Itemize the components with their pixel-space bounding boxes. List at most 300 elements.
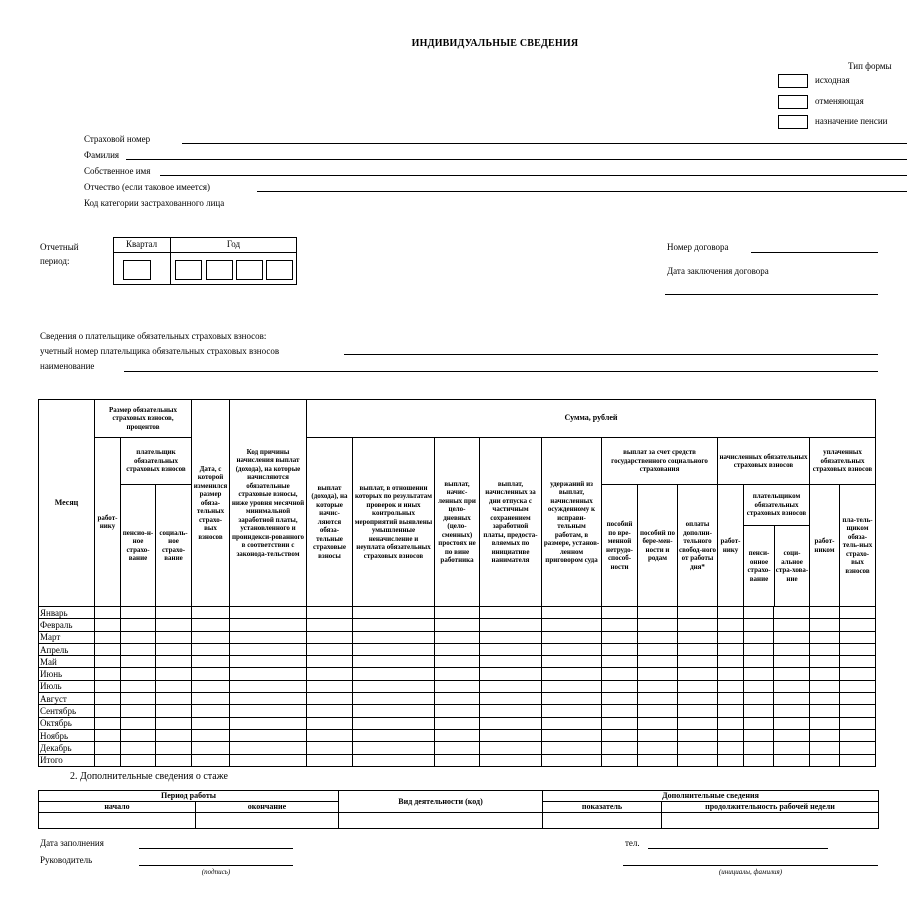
value-cell[interactable] (718, 656, 744, 668)
value-cell[interactable] (121, 680, 156, 692)
pension-rate-header: пенсио-н-ное страхо-вание (121, 485, 156, 607)
value-cell[interactable] (307, 607, 353, 619)
payer-heading: Сведения о плательщике обязательных страховых взносов: (40, 331, 267, 341)
value-cell[interactable] (435, 643, 480, 655)
value-cell[interactable] (774, 631, 810, 643)
value-cell[interactable] (602, 643, 638, 655)
value-cell[interactable] (156, 754, 192, 766)
value-cell[interactable] (718, 705, 744, 717)
value-cell[interactable] (307, 742, 353, 754)
value-cell[interactable] (353, 607, 435, 619)
value-cell[interactable] (840, 680, 876, 692)
value-cell[interactable] (542, 619, 602, 631)
value-cell[interactable] (95, 705, 121, 717)
value-cell[interactable] (435, 680, 480, 692)
value-cell[interactable] (121, 693, 156, 705)
value-cell[interactable] (810, 729, 840, 741)
value-cell[interactable] (435, 619, 480, 631)
value-cell[interactable] (840, 656, 876, 668)
contract-number-label: Номер договора (667, 242, 729, 252)
value-cell[interactable] (95, 643, 121, 655)
value-cell[interactable] (602, 754, 638, 766)
month-cell: Декабрь (39, 742, 95, 754)
value-cell[interactable] (810, 656, 840, 668)
value-cell[interactable] (95, 729, 121, 741)
value-cell[interactable] (353, 619, 435, 631)
sick-benefit-header: пособий по вре-менной нетрудо-способ-ности (602, 485, 638, 607)
value-cell[interactable] (744, 668, 774, 680)
form-type-cancel-checkbox[interactable] (778, 95, 808, 109)
value-cell[interactable] (435, 607, 480, 619)
value-cell[interactable] (542, 742, 602, 754)
value-cell[interactable] (156, 607, 192, 619)
value-cell[interactable] (230, 729, 307, 741)
indicator-cell[interactable] (543, 813, 662, 829)
month-cell: Март (39, 631, 95, 643)
value-cell[interactable] (156, 656, 192, 668)
value-cell[interactable] (353, 742, 435, 754)
value-cell[interactable] (156, 729, 192, 741)
value-cell[interactable] (744, 754, 774, 766)
value-cell[interactable] (810, 705, 840, 717)
value-cell[interactable] (95, 656, 121, 668)
value-cell[interactable] (678, 754, 718, 766)
value-cell[interactable] (840, 643, 876, 655)
value-cell[interactable] (638, 668, 678, 680)
value-cell[interactable] (744, 705, 774, 717)
value-cell[interactable] (121, 717, 156, 729)
quarter-label: Квартал (125, 239, 158, 249)
value-cell[interactable] (744, 693, 774, 705)
value-cell[interactable] (435, 754, 480, 766)
contributions-table (38, 399, 876, 767)
value-cell[interactable] (95, 717, 121, 729)
indicator-header: показатель (543, 802, 662, 813)
value-cell[interactable] (480, 693, 542, 705)
value-cell[interactable] (435, 705, 480, 717)
value-cell[interactable] (307, 619, 353, 631)
value-cell[interactable] (602, 705, 638, 717)
value-cell[interactable] (192, 717, 230, 729)
value-cell[interactable] (435, 693, 480, 705)
table-row (39, 717, 876, 729)
value-cell[interactable] (542, 656, 602, 668)
value-cell[interactable] (480, 631, 542, 643)
value-cell[interactable] (121, 742, 156, 754)
value-cell[interactable] (230, 607, 307, 619)
year-digit-4-input[interactable] (266, 260, 293, 280)
value-cell[interactable] (121, 754, 156, 766)
table-row (39, 631, 876, 643)
value-cell[interactable] (121, 619, 156, 631)
reason-code-header: Код причины начисления выплат (дохода), на которые начисляются обязательные страховые взносы, ниже уровня месячной минимальной заработной платы, установленного и проиндекси-рованного в соответствии с законода-тельством (230, 400, 307, 607)
value-cell[interactable] (480, 668, 542, 680)
fill-date-field[interactable] (139, 848, 293, 849)
value-cell[interactable] (638, 631, 678, 643)
value-cell[interactable] (95, 742, 121, 754)
month-cell: Июль (39, 680, 95, 692)
value-cell[interactable] (480, 619, 542, 631)
signature-field[interactable] (139, 865, 293, 866)
value-cell[interactable] (192, 656, 230, 668)
value-cell[interactable] (230, 668, 307, 680)
head-label: Руководитель (40, 855, 93, 865)
quarter-input[interactable] (123, 260, 151, 280)
value-cell[interactable] (840, 631, 876, 643)
value-cell[interactable] (307, 631, 353, 643)
value-cell[interactable] (602, 668, 638, 680)
value-cell[interactable] (480, 656, 542, 668)
value-cell[interactable] (774, 705, 810, 717)
value-cell[interactable] (435, 742, 480, 754)
value-cell[interactable] (480, 705, 542, 717)
value-cell[interactable] (774, 680, 810, 692)
stazh-table (38, 790, 879, 829)
value-cell[interactable] (121, 668, 156, 680)
value-cell[interactable] (192, 742, 230, 754)
value-cell[interactable] (810, 619, 840, 631)
contract-date-label: Дата заключения договора (667, 266, 769, 276)
stazh-heading: 2. Дополнительные сведения о стаже (70, 771, 228, 782)
value-cell[interactable] (744, 717, 774, 729)
value-cell[interactable] (810, 643, 840, 655)
value-cell[interactable] (840, 742, 876, 754)
value-cell[interactable] (840, 668, 876, 680)
value-cell[interactable] (602, 680, 638, 692)
rate-group-header: Размер обязательных страховых взносов, процентов (95, 400, 192, 438)
value-cell[interactable] (480, 742, 542, 754)
value-cell[interactable] (192, 607, 230, 619)
value-cell[interactable] (810, 754, 840, 766)
value-cell[interactable] (744, 656, 774, 668)
value-cell[interactable] (718, 643, 744, 655)
value-cell[interactable] (638, 742, 678, 754)
form-type-original-checkbox[interactable] (778, 74, 808, 88)
value-cell[interactable] (353, 631, 435, 643)
table-row (39, 693, 876, 705)
value-cell[interactable] (638, 619, 678, 631)
year-digit-3-input[interactable] (236, 260, 263, 280)
month-cell: Август (39, 693, 95, 705)
month-cell: Февраль (39, 619, 95, 631)
value-cell[interactable] (156, 705, 192, 717)
value-cell[interactable] (810, 607, 840, 619)
value-cell[interactable] (678, 619, 718, 631)
value-cell[interactable] (435, 668, 480, 680)
value-cell[interactable] (353, 656, 435, 668)
initials-field[interactable] (623, 865, 878, 866)
contract-number-field[interactable] (751, 252, 878, 253)
fss-group-header: выплат за счет средств государственного социального страхования (602, 438, 718, 485)
value-cell[interactable] (353, 668, 435, 680)
value-cell[interactable] (542, 754, 602, 766)
value-cell[interactable] (678, 656, 718, 668)
contract-date-field[interactable] (665, 294, 878, 295)
value-cell[interactable] (810, 631, 840, 643)
value-cell[interactable] (810, 742, 840, 754)
form-type-label: Тип формы (848, 61, 892, 71)
value-cell[interactable] (307, 754, 353, 766)
value-cell[interactable] (744, 729, 774, 741)
value-cell[interactable] (638, 656, 678, 668)
category-code-label: Код категории застрахованного лица (84, 198, 225, 208)
value-cell[interactable] (95, 668, 121, 680)
value-cell[interactable] (744, 607, 774, 619)
value-cell[interactable] (307, 729, 353, 741)
value-cell[interactable] (774, 742, 810, 754)
value-cell[interactable] (542, 643, 602, 655)
value-cell[interactable] (435, 717, 480, 729)
value-cell[interactable] (810, 668, 840, 680)
value-cell[interactable] (774, 668, 810, 680)
value-cell[interactable] (678, 742, 718, 754)
value-cell[interactable] (435, 656, 480, 668)
value-cell[interactable] (230, 754, 307, 766)
value-cell[interactable] (718, 680, 744, 692)
value-cell[interactable] (602, 631, 638, 643)
value-cell[interactable] (156, 717, 192, 729)
value-cell[interactable] (840, 754, 876, 766)
form-type-pension-checkbox[interactable] (778, 115, 808, 129)
payments-downtime-header: выплат, начис-ленных при цело-дневных (цело-сменных) простоях не по вине работника (435, 438, 480, 607)
value-cell[interactable] (744, 680, 774, 692)
value-cell[interactable] (192, 754, 230, 766)
value-cell[interactable] (542, 631, 602, 643)
value-cell[interactable] (638, 643, 678, 655)
pregnancy-benefit-header: пособий по бере-мен-ности и родам (638, 485, 678, 607)
value-cell[interactable] (230, 717, 307, 729)
value-cell[interactable] (230, 656, 307, 668)
value-cell[interactable] (192, 705, 230, 717)
value-cell[interactable] (95, 754, 121, 766)
value-cell[interactable] (95, 693, 121, 705)
week-duration-cell[interactable] (662, 813, 879, 829)
value-cell[interactable] (638, 607, 678, 619)
value-cell[interactable] (602, 619, 638, 631)
value-cell[interactable] (810, 680, 840, 692)
surname-field[interactable] (126, 159, 907, 160)
value-cell[interactable] (718, 631, 744, 643)
value-cell[interactable] (192, 643, 230, 655)
value-cell[interactable] (230, 643, 307, 655)
value-cell[interactable] (744, 643, 774, 655)
value-cell[interactable] (121, 631, 156, 643)
value-cell[interactable] (95, 680, 121, 692)
end-cell[interactable] (196, 813, 339, 829)
value-cell[interactable] (230, 631, 307, 643)
value-cell[interactable] (156, 742, 192, 754)
value-cell[interactable] (307, 693, 353, 705)
value-cell[interactable] (95, 607, 121, 619)
value-cell[interactable] (192, 619, 230, 631)
paid-employee-header: работ-ником (810, 485, 840, 607)
value-cell[interactable] (542, 680, 602, 692)
insurance-number-field[interactable] (182, 143, 907, 144)
form-type-cancel-label: отменяющая (815, 96, 864, 106)
week-duration-header: продолжительность рабочей недели (662, 802, 879, 813)
value-cell[interactable] (678, 631, 718, 643)
month-cell: Май (39, 656, 95, 668)
value-cell[interactable] (230, 742, 307, 754)
value-cell[interactable] (230, 619, 307, 631)
value-cell[interactable] (774, 643, 810, 655)
value-cell[interactable] (744, 619, 774, 631)
accrued-social-header: соци-альное стра-хова-ние (775, 549, 809, 583)
value-cell[interactable] (156, 619, 192, 631)
phone-field[interactable] (648, 848, 828, 849)
value-cell[interactable] (192, 668, 230, 680)
value-cell[interactable] (840, 717, 876, 729)
value-cell[interactable] (192, 680, 230, 692)
value-cell[interactable] (353, 754, 435, 766)
value-cell[interactable] (774, 619, 810, 631)
signature-hint: (подпись) (201, 868, 231, 876)
value-cell[interactable] (638, 754, 678, 766)
value-cell[interactable] (718, 742, 744, 754)
value-cell[interactable] (353, 717, 435, 729)
value-cell[interactable] (810, 717, 840, 729)
value-cell[interactable] (602, 607, 638, 619)
value-cell[interactable] (718, 717, 744, 729)
value-cell[interactable] (638, 693, 678, 705)
value-cell[interactable] (480, 607, 542, 619)
value-cell[interactable] (353, 729, 435, 741)
value-cell[interactable] (353, 693, 435, 705)
value-cell[interactable] (156, 693, 192, 705)
value-cell[interactable] (230, 680, 307, 692)
value-cell[interactable] (718, 607, 744, 619)
value-cell[interactable] (678, 607, 718, 619)
value-cell[interactable] (542, 705, 602, 717)
value-cell[interactable] (480, 717, 542, 729)
value-cell[interactable] (542, 607, 602, 619)
deductions-header: удержаний из выплат, начисленных осужденному к исправи-тельным работам, в размере, установ-ленном приговором суда (542, 438, 602, 607)
activity-cell[interactable] (339, 813, 543, 829)
value-cell[interactable] (678, 668, 718, 680)
value-cell[interactable] (840, 729, 876, 741)
payer-account-field[interactable] (344, 354, 878, 355)
value-cell[interactable] (810, 693, 840, 705)
value-cell[interactable] (774, 607, 810, 619)
value-cell[interactable] (774, 656, 810, 668)
value-cell[interactable] (307, 680, 353, 692)
value-cell[interactable] (156, 643, 192, 655)
value-cell[interactable] (602, 693, 638, 705)
first-name-field[interactable] (160, 175, 907, 176)
accrued-pension-header: пенси-онное страхо-вание (744, 526, 775, 606)
value-cell[interactable] (230, 705, 307, 717)
value-cell[interactable] (121, 643, 156, 655)
value-cell[interactable] (156, 668, 192, 680)
year-digit-1-input[interactable] (175, 260, 202, 280)
value-cell[interactable] (774, 754, 810, 766)
value-cell[interactable] (602, 656, 638, 668)
value-cell[interactable] (678, 705, 718, 717)
value-cell[interactable] (678, 717, 718, 729)
value-cell[interactable] (840, 705, 876, 717)
value-cell[interactable] (192, 631, 230, 643)
value-cell[interactable] (307, 705, 353, 717)
value-cell[interactable] (307, 668, 353, 680)
value-cell[interactable] (480, 643, 542, 655)
patronymic-field[interactable] (257, 191, 907, 192)
value-cell[interactable] (638, 717, 678, 729)
value-cell[interactable] (718, 693, 744, 705)
value-cell[interactable] (638, 680, 678, 692)
value-cell[interactable] (718, 754, 744, 766)
start-cell[interactable] (39, 813, 196, 829)
value-cell[interactable] (774, 717, 810, 729)
value-cell[interactable] (307, 717, 353, 729)
value-cell[interactable] (121, 729, 156, 741)
value-cell[interactable] (602, 729, 638, 741)
year-digit-2-input[interactable] (206, 260, 233, 280)
value-cell[interactable] (744, 742, 774, 754)
value-cell[interactable] (678, 643, 718, 655)
value-cell[interactable] (542, 729, 602, 741)
value-cell[interactable] (718, 619, 744, 631)
value-cell[interactable] (95, 631, 121, 643)
value-cell[interactable] (435, 729, 480, 741)
value-cell[interactable] (353, 643, 435, 655)
value-cell[interactable] (638, 705, 678, 717)
value-cell[interactable] (353, 705, 435, 717)
value-cell[interactable] (95, 619, 121, 631)
value-cell[interactable] (121, 607, 156, 619)
payer-name-field[interactable] (124, 371, 878, 372)
value-cell[interactable] (840, 607, 876, 619)
value-cell[interactable] (307, 656, 353, 668)
value-cell[interactable] (602, 717, 638, 729)
fill-date-label: Дата заполнения (40, 838, 104, 848)
value-cell[interactable] (774, 693, 810, 705)
value-cell[interactable] (718, 729, 744, 741)
value-cell[interactable] (480, 729, 542, 741)
value-cell[interactable] (156, 631, 192, 643)
value-cell[interactable] (192, 693, 230, 705)
value-cell[interactable] (840, 619, 876, 631)
year-label: Год (226, 239, 241, 249)
value-cell[interactable] (121, 705, 156, 717)
value-cell[interactable] (542, 717, 602, 729)
activity-header: Вид деятельности (код) (339, 791, 543, 813)
value-cell[interactable] (678, 729, 718, 741)
form-type-original-label: исходная (815, 75, 850, 85)
value-cell[interactable] (678, 693, 718, 705)
value-cell[interactable] (480, 680, 542, 692)
value-cell[interactable] (353, 680, 435, 692)
value-cell[interactable] (678, 680, 718, 692)
value-cell[interactable] (542, 668, 602, 680)
value-cell[interactable] (744, 631, 774, 643)
value-cell[interactable] (307, 643, 353, 655)
form-type-pension-label: назначение пенсии (815, 116, 888, 126)
value-cell[interactable] (230, 693, 307, 705)
value-cell[interactable] (602, 742, 638, 754)
value-cell[interactable] (156, 680, 192, 692)
value-cell[interactable] (840, 693, 876, 705)
start-header: начало (39, 802, 196, 813)
value-cell[interactable] (718, 668, 744, 680)
surname-label: Фамилия (84, 150, 120, 160)
value-cell[interactable] (542, 693, 602, 705)
value-cell[interactable] (480, 754, 542, 766)
value-cell[interactable] (638, 729, 678, 741)
value-cell[interactable] (774, 729, 810, 741)
value-cell[interactable] (121, 656, 156, 668)
value-cell[interactable] (435, 631, 480, 643)
value-cell[interactable] (192, 729, 230, 741)
